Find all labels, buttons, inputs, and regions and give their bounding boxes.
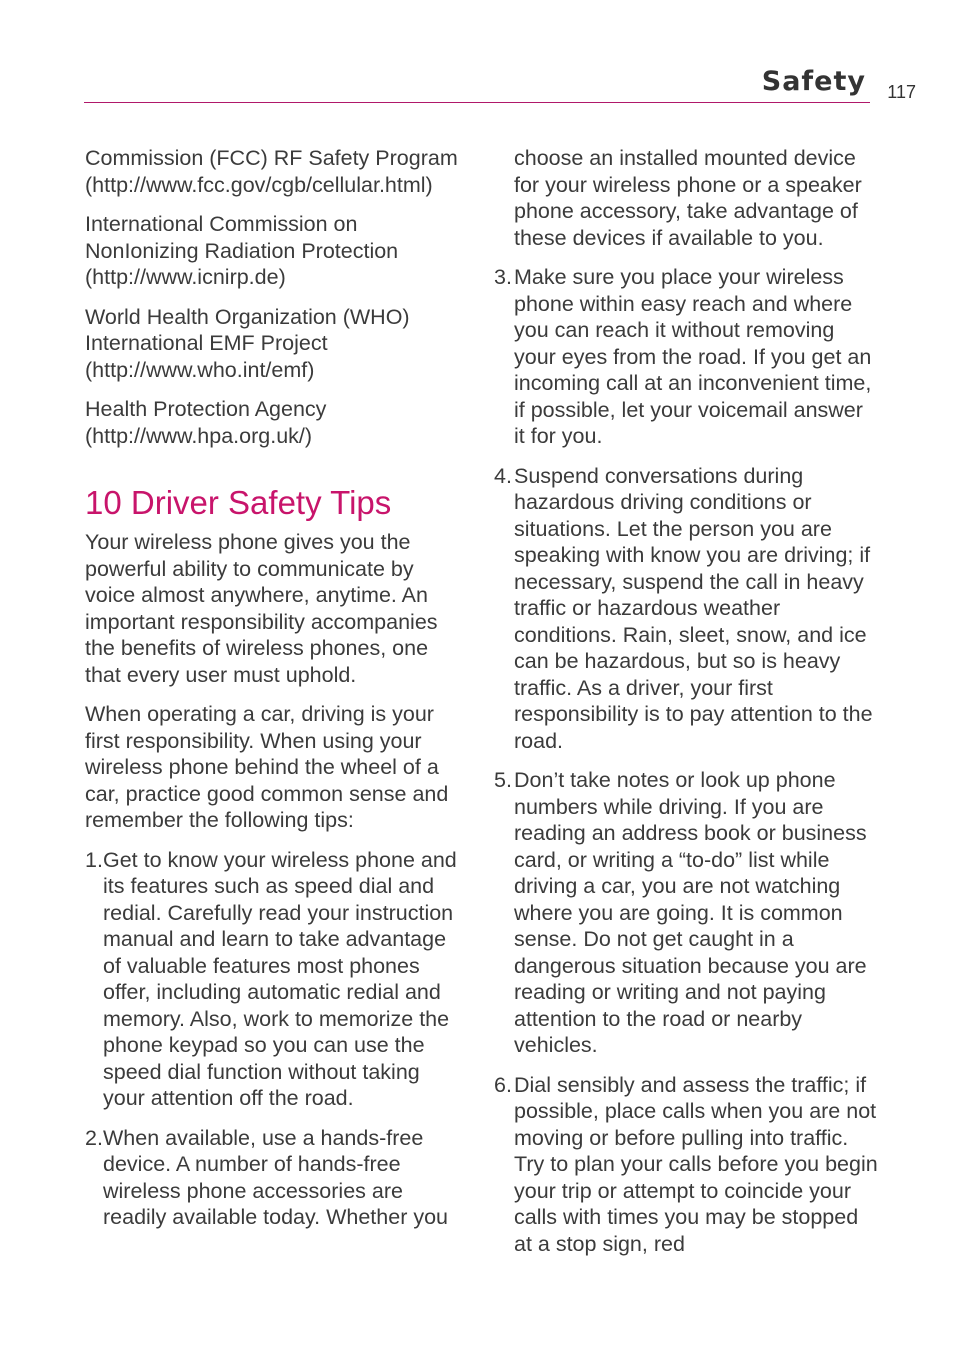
- tip-number: 4.: [494, 463, 512, 488]
- resource-fcc: Commission (FCC) RF Safety Program (http://www.fcc.gov/cgb/cellular.html): [85, 146, 458, 197]
- tip-item: [494, 463, 879, 755]
- tip-text: Dial sensibly and assess the traffic; if possible, place calls when you are not moving or before pulling into traffic. Try to plan your calls before you begin your trip or attempt to coincide your calls with times you may be stopped at a stop sign, red: [514, 1072, 878, 1256]
- tip-number: 6.: [494, 1072, 512, 1097]
- tip-text: When available, use a hands-free device. A number of hands-free wireless phone accessories are readily available today. Whether you: [103, 1125, 448, 1229]
- tip-number: 2.: [85, 1125, 103, 1150]
- tip-text: Make sure you place your wireless phone within easy reach and where you can reach it without removing your eyes from the road. If you get an incoming call at an inconvenient time, if possible, let your voicemail answer it for you.: [514, 265, 872, 448]
- tip-item: [494, 767, 879, 1059]
- tip-item: [85, 1125, 460, 1231]
- tip-item: [494, 264, 879, 450]
- header-divider: [84, 102, 870, 103]
- resource-icnirp: International Commission on NonIonizing Radiation Protection (http://www.icnirp.de): [85, 212, 399, 289]
- tip-number: 5.: [494, 768, 512, 792]
- intro-paragraph: Your wireless phone gives you the powerful ability to communicate by voice almost anywhere, anytime. An important responsibility accompanies the benefits of wireless phones, one that every user must uphold.: [85, 530, 438, 687]
- tip-text: Get to know your wireless phone and its features such as speed dial and redial. Carefully read your instruction manual and learn to take advantage of valuable features most phones offer, including automatic redial and memory. Also, work to memorize the phone keypad so you can use the speed dial function without taking your attention off the road.: [103, 847, 457, 1110]
- tip-item: [494, 1072, 879, 1258]
- tip-number: 3.: [494, 265, 512, 289]
- tips-list: [85, 847, 460, 1231]
- page-number: 117: [887, 82, 916, 102]
- tips-list: [494, 264, 879, 1257]
- right-column: [494, 145, 879, 1270]
- section-title: 10 Driver Safety Tips: [85, 484, 392, 521]
- resource-who: World Health Organization (WHO) International EMF Project (http://www.who.int/emf): [85, 304, 410, 382]
- tip-text: Don’t take notes or look up phone numbers while driving. If you are reading an address book or business card, or writing a “to-do” list while driving a car, you are not watching where you are going. It is common sense. Do not get caught in a dangerous situation because you are reading or writing and not paying attention to the road or nearby vehicles.: [514, 768, 867, 1057]
- intro-paragraph: When operating a car, driving is your first responsibility. When using your wireless phone behind the wheel of a car, practice good common sense and remember the following tips:: [85, 702, 449, 832]
- tip-continuation: choose an installed mounted device for your wireless phone or a speaker phone accessory, take advantage of these devices if available to you.: [514, 146, 862, 250]
- section-header-title: Safety: [761, 66, 866, 97]
- tip-item: [85, 847, 460, 1112]
- resource-hpa: Health Protection Agency (http://www.hpa.org.uk/): [85, 397, 327, 448]
- tip-number: 1.: [85, 847, 103, 872]
- left-column: [85, 145, 460, 1244]
- tip-text: Suspend conversations during hazardous driving conditions or situations. Let the person you are speaking with know you are driving; if necessary, suspend the call in heavy traffic or hazardous weather conditions. Rain, sleet, snow, and ice can be hazardous, but so is heavy traffic. As a driver, your first responsibility is to pay attention to the road.: [514, 463, 873, 753]
